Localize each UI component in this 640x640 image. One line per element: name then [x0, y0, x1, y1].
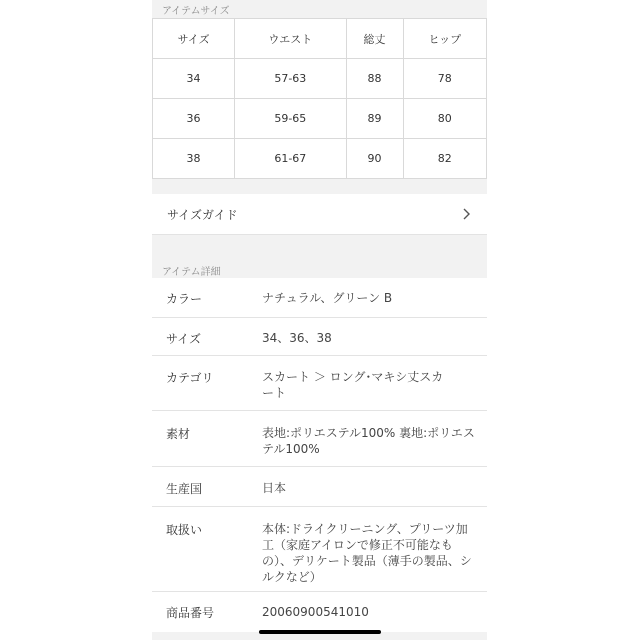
- table-row: [153, 99, 487, 139]
- detail-value: スカート ＞ ロング･マキシ丈スカート: [262, 370, 444, 400]
- detail-value: 表地:ポリエステル100% 裏地:ポリエステル100%: [262, 426, 475, 456]
- cell-length: 89: [346, 99, 403, 139]
- cell-length: 90: [346, 139, 403, 179]
- table-row: [153, 59, 487, 99]
- detail-key: カテゴリ: [166, 371, 214, 385]
- detail-key: 取扱い: [166, 523, 203, 537]
- cell-waist: 57-63: [235, 59, 347, 99]
- cell-size: 34: [153, 59, 235, 99]
- table-row: [153, 139, 487, 179]
- detail-value: ナチュラル、グリーン B: [262, 291, 393, 305]
- detail-row-category: [152, 356, 487, 411]
- cell-hip: 80: [403, 99, 486, 139]
- detail-key: サイズ: [166, 332, 202, 346]
- detail-value: 本体:ドライクリーニング、プリーツ加工（家庭アイロンで修正不可能なもの）、デリケート製品（薄手の製品、シルクなど）: [262, 522, 472, 584]
- header-length: 総丈: [346, 19, 403, 59]
- cell-size: 38: [153, 139, 235, 179]
- cell-waist: 59-65: [235, 99, 347, 139]
- cell-size: 36: [153, 99, 235, 139]
- detail-value: 34、36、38: [262, 331, 332, 345]
- home-indicator[interactable]: [259, 630, 381, 634]
- detail-key: カラー: [166, 292, 203, 306]
- header-waist: ウエスト: [235, 19, 347, 59]
- size-guide-label: サイズガイド: [167, 208, 238, 222]
- detail-row-product-number: [152, 592, 487, 632]
- size-section-title: アイテムサイズ: [162, 6, 230, 17]
- detail-key: 生産国: [166, 482, 203, 496]
- detail-row-color: [152, 278, 487, 318]
- detail-row-care: [152, 507, 487, 592]
- cell-length: 88: [346, 59, 403, 99]
- detail-value: 日本: [262, 481, 287, 495]
- detail-row-size: [152, 318, 487, 356]
- size-guide-link[interactable]: [152, 194, 487, 235]
- detail-row-country: [152, 467, 487, 507]
- header-hip: ヒップ: [403, 19, 486, 59]
- cell-hip: 82: [403, 139, 486, 179]
- size-table: [152, 18, 487, 179]
- details-section-title: アイテム詳細: [162, 267, 221, 278]
- chevron-right-icon: [459, 207, 473, 221]
- header-size: サイズ: [153, 19, 235, 59]
- size-table-header: [153, 19, 487, 59]
- detail-key: 商品番号: [166, 606, 215, 620]
- cell-waist: 61-67: [235, 139, 347, 179]
- details-list: [152, 278, 487, 632]
- detail-row-material: [152, 411, 487, 467]
- detail-value: 20060900541010: [262, 605, 369, 619]
- cell-hip: 78: [403, 59, 486, 99]
- detail-key: 素材: [166, 427, 191, 441]
